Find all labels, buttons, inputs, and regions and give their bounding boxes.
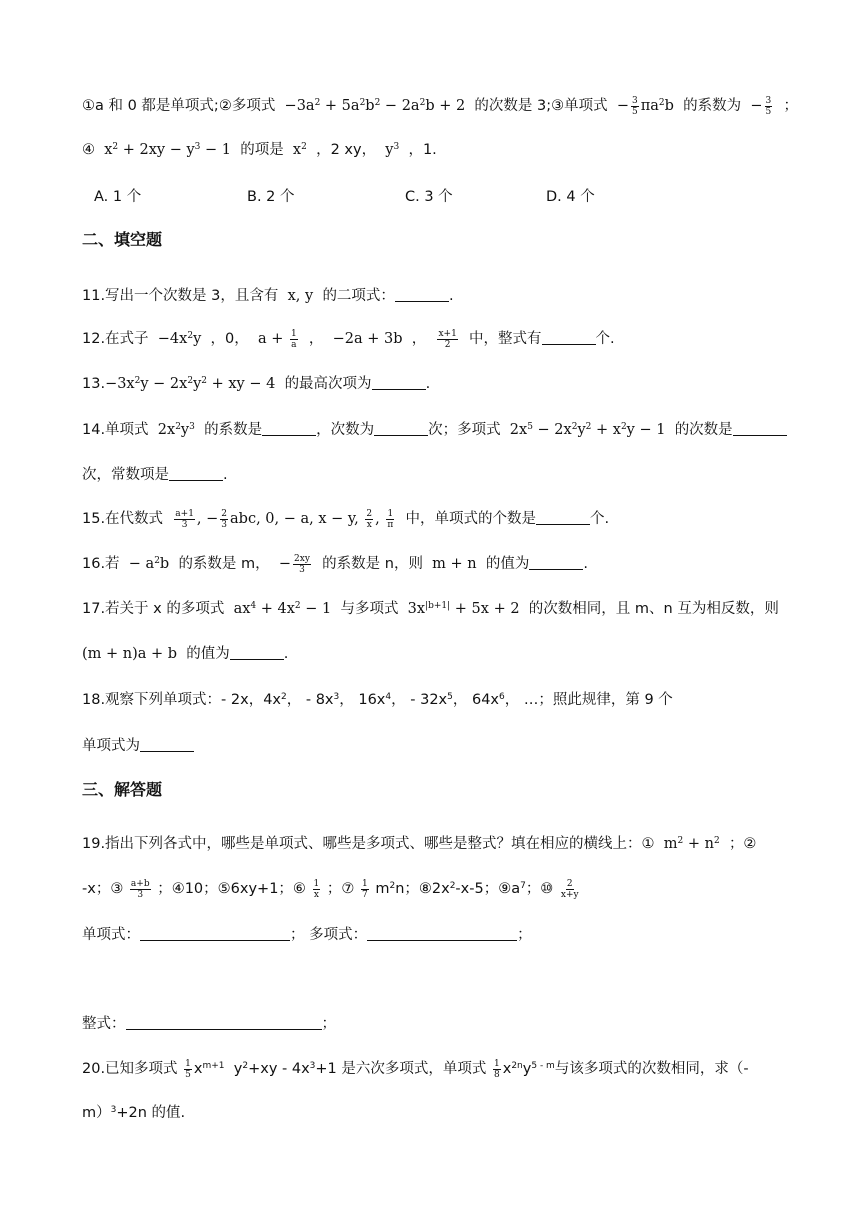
question-14: 14.单项式 $2x^2y^3$ 的系数是 ，次数为 次；多项式 $2x^5 - 2x^2y^2 + x^2y - 1$ 的次数是 xyxy=(82,419,787,441)
question-19-integral-line: 整式： ； xyxy=(82,1016,336,1032)
option-b: B. 2 个 xyxy=(247,189,295,205)
question-17: 17.若关于 x 的多项式 $ax^4 + 4x^2 - 1$ 与多项式 $3x^{|b+1|} + 5x + 2$ 的次数相同，且 m、n 互为相反数，则 xyxy=(82,601,779,617)
question-19-answer-line: 单项式： ； 多项式： ； xyxy=(82,927,532,943)
integral-answer-blank[interactable] xyxy=(126,1015,322,1030)
option-a: A. 1 个 xyxy=(94,189,142,205)
question-18-line-2: 单项式为 xyxy=(82,735,194,757)
answer-blank[interactable] xyxy=(733,421,787,436)
option-c: C. 3 个 xyxy=(405,189,453,205)
question-15: 15.在代数式 $\frac{a+1}{3}$ , − $\frac{2}{3}$ abc, 0, − a, x − y, $\frac{2}{x}$ , $\frac{1}{\pi}$ 中，单项式的个数是 个. xyxy=(82,508,610,530)
answer-blank[interactable] xyxy=(395,287,449,302)
answer-blank[interactable] xyxy=(169,466,223,481)
answer-blank[interactable] xyxy=(529,555,583,570)
formula-polynomial: $-3a^2 + 5a^2b^2 - 2a^2b + 2$ xyxy=(279,98,470,114)
formula-monomial: − $\frac{3}{5}$ $\pi a^2b$ xyxy=(612,95,679,117)
q10-statement-line-1: ①a 和 0 都是单项式;②多项式 $-3a^2 + 5a^2b^2 - 2a^2b + 2$ 的次数是 3;③单项式 − $\frac{3}{5}$ $\pi a^2b$ 的系数为 − $\frac{3}{5}$ ； xyxy=(82,95,798,117)
answer-blank[interactable] xyxy=(372,375,426,390)
question-19: 19.指出下列各式中，哪些是单项式、哪些是多项式、哪些是整式？填在相应的横线上：① $m^2 + n^2$ ；② xyxy=(82,836,757,852)
section-heading-solve: 三、解答题 xyxy=(82,780,163,799)
question-18: 18.观察下列单项式：- 2x，$4x^2$， - $8x^3$， $16x^4$， - $32x^5$， $64x^6$， …；照此规律，第 9 个 xyxy=(82,692,673,708)
question-17-line-2: (m + n)a + b 的值为 . xyxy=(82,646,289,662)
polynomial-answer-blank[interactable] xyxy=(367,926,517,941)
answer-blank[interactable] xyxy=(542,330,596,345)
section-heading-fill-in: 二、填空题 xyxy=(82,230,163,249)
formula-coefficient: − $\frac{3}{5}$ xyxy=(745,95,772,117)
formula-polynomial-2: $x^2 + 2xy - y^3 - 1$ xyxy=(99,142,236,158)
answer-blank[interactable] xyxy=(374,421,428,436)
answer-blank[interactable] xyxy=(262,421,316,436)
answer-blank[interactable] xyxy=(140,737,194,752)
question-20: 20.已知多项式 $\frac{1}{5}$ $x^{m+1}$ $y^2+xy - 4x^3+1$ 是六次多项式，单项式 $\frac{1}{8}$ $x^{2n}y^{5 - m}$与该多项式的次数相同，求（- xyxy=(82,1058,749,1080)
question-14-line-2: 次，常数项是 . xyxy=(82,467,228,483)
question-20-line-2: m）$^3$+2n 的值. xyxy=(82,1105,186,1121)
question-11: 11.写出一个次数是 3，且含有 x, y 的二项式： . xyxy=(82,288,454,304)
monomial-answer-blank[interactable] xyxy=(140,926,290,941)
question-12: 12.在式子 $-4x^2y$ ，0， a + $\frac{1}{a}$ ， −2a + 3b ， $\frac{x+1}{2}$ 中，整式有 个. xyxy=(82,328,615,350)
answer-blank[interactable] xyxy=(230,645,284,660)
answer-blank[interactable] xyxy=(536,510,590,525)
question-19-line-2: -x；③ $\frac{a+b}{3}$ ；④10；⑤6xy+1；⑥ $\frac{1}{x}$ ；⑦ $\frac{1}{7}$ $m^2n$；$⑧2x^2-x-5$；$⑨a^7$；⑩ $\frac{2}{x+y}$ xyxy=(82,878,579,900)
question-16: 16.若 − $a^2b$ 的系数是 m， − $\frac{2xy}{3}$ 的系数是 n，则 m + n 的值为 . xyxy=(82,553,588,575)
question-13: $13.-3x^2y - 2x^2y^2$ + xy − 4 的最高次项为 . xyxy=(82,376,431,392)
q10-statement-line-2: ④ $x^2 + 2xy - y^3 - 1$ 的项是 $x^2$ ，2 xy， $y^3$ ，1. xyxy=(82,142,437,158)
option-d: D. 4 个 xyxy=(546,189,595,205)
